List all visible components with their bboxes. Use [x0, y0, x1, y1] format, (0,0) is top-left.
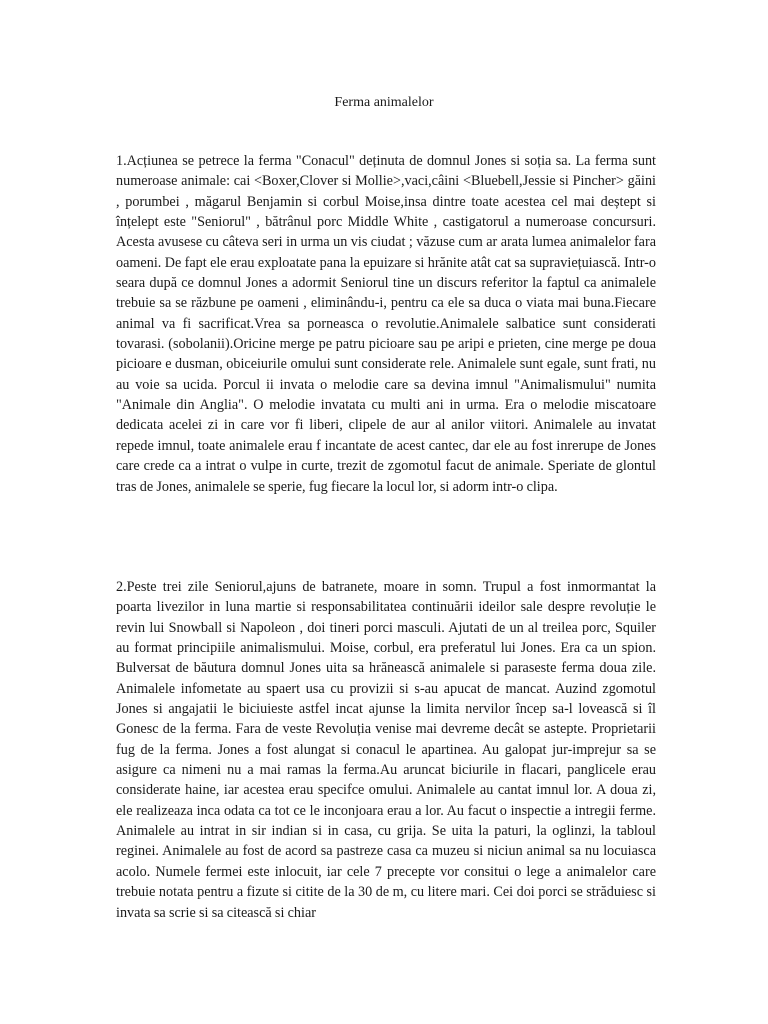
paragraph-1: 1.Acțiunea se petrece la ferma "Conacul" deținuta de domnul Jones si soția sa. La ferma sunt numeroase animale: cai <Boxer,Clover si Mollie>,vaci,câini <Bluebell,Jessie si Pincher> găini , porumbei , măgarul Benjamin si corbul Moise,insa dintre toate acestea cel mai deștept si înțelept este "Seniorul" , bătrânul porc Middle White , castigatorul a numeroase concursuri. Acesta avusese cu câteva seri in urma un vis ciudat ; văzuse cum ar arata lumea animalelor fara oameni. De fapt ele erau exploatate pana la epuizare si hrănite atât cat sa supraviețuiască. Intr-o seara după ce domnul Jones a adormit Seniorul tine un discurs referitor la faptul ca animalele trebuie sa se răzbune pe oameni , eliminându-i, pentru ca ele sa duca o viata mai buna.Fiecare animal va fi sacrificat.Vrea sa porneasca o revolutie.Animalele salbatice sunt considerati tovarasi. (sobolanii).Oricine merge pe patru picioare sau pe aripi e prieten, cine merge pe doua picioare e dusman, obiceiurile omului sunt considerate rele. Animalele sunt egale, sunt frati, nu au voie sa ucida. Porcul ii invata o melodie care sa devina imnul "Animalismului" numita "Animale din Anglia". O melodie invatata cu multi ani in urma. Era o melodie miscatoare dedicata acelei zi in care vor fi liberi, clipele de aur al anilor viitori. Animalele au invatat repede imnul, toate animalele erau f incantate de acest cantec, dar ele au fost inrerupe de Jones care crede ca a intrat o vulpe in curte, trezit de zgomotul facut de animale. Speriate de glontul tras de Jones, animalele se sperie, fug fiecare la locul lor, si adorm intr-o clipa. [116, 153, 656, 495]
document-title: Ferma animalelor [334, 95, 434, 110]
paragraph-2: 2.Peste trei zile Seniorul,ajuns de batranete, moare in somn. Trupul a fost inmormantat la poarta livezilor in luna martie si responsabilitatea continuării ideilor sale despre revoluție le revin lui Snowball si Napoleon , doi tineri porci masculi. Ajutati de un al treilea porc, Squiler au format principiile animalismului. Moise, corbul, era preferatul lui Jones. Era ca un spion. Bulversat de băutura domnul Jones uita sa hrănească animalele si paraseste ferma doua zile. Animalele infometate au spaert usa cu provizii si s-au apucat de mancat. Auzind zgomotul Jones si angajatii le biciuieste astfel incat ajunse la limita nervilor încep sa-l lovească si îl Gonesc de la ferma. Fara de veste Revoluția venise mai devreme decât se astepte. Proprietarii fug de la ferma. Jones a fost alungat si conacul le apartinea. Au galopat jur-imprejur sa se asigure ca nimeni nu a mai ramas la ferma.Au aruncat biciurile in flacari, panglicele erau considerate haine, iar acestea erau specifce omului. Animalele au cantat imnul lor. A doua zi, ele realizeaza inca odata ca tot ce le inconjoara erau a lor. Au facut o inspectie a intregii ferme. Animalele au intrat in sir indian si in casa, cu grija. Se uita la paturi, la oglinzi, la tabloul reginei. Animalele au fost de acord sa pastreze casa ca muzeu si niciun animal sa nu locuiasca acolo. Numele fermei este inlocuit, iar cele 7 precepte vor consitui o lege a animalelor care trebuie notata pentru a fizute si citite de la 30 de m, cu litere mari. Cei doi porci se străduiesc si invata sa scrie si sa citească si chiar [116, 579, 656, 921]
